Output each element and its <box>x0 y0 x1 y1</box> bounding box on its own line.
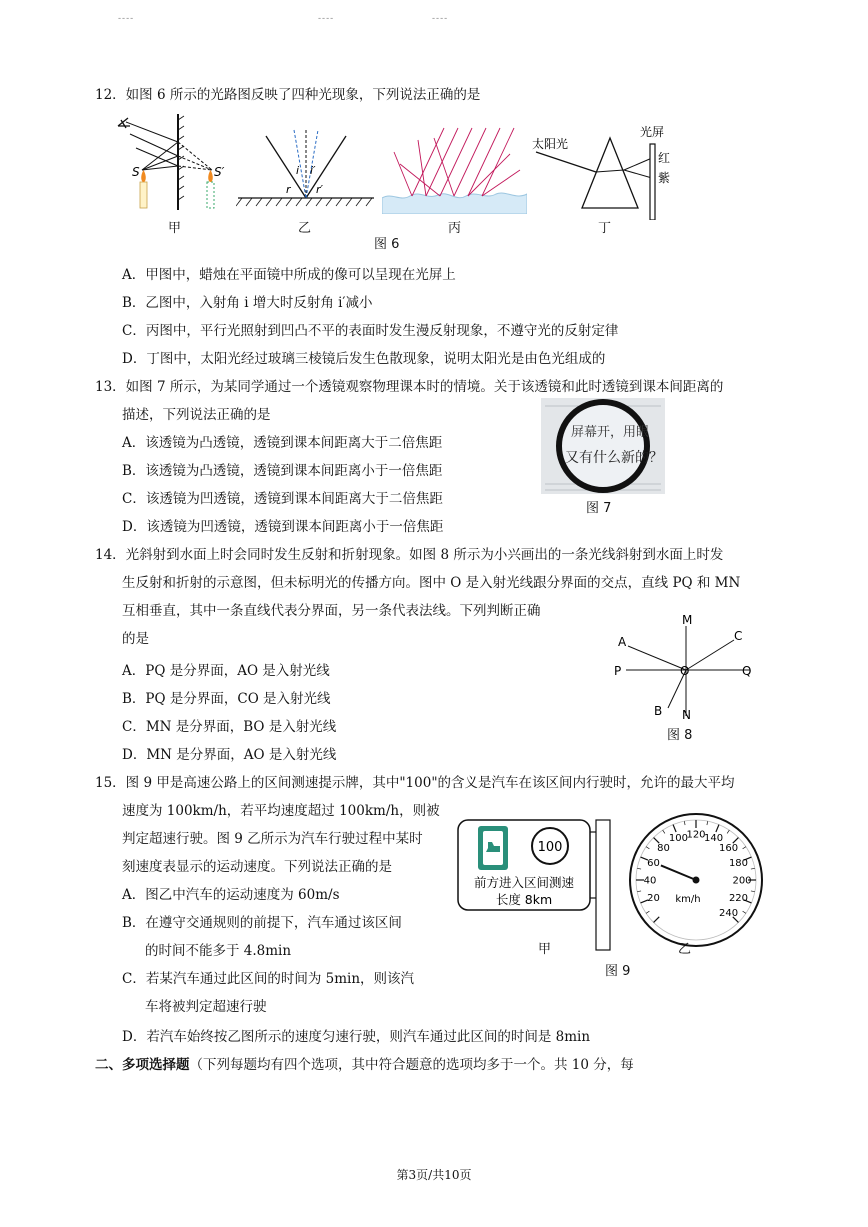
figure-8 <box>610 612 768 722</box>
figure-9-caption: 图 9 <box>605 964 631 979</box>
gauge-tick-label: 40 <box>643 875 657 887</box>
figure-6-ding <box>530 120 680 220</box>
gauge-tick-label: 140 <box>704 833 724 845</box>
figure-6-caption: 图 6 <box>374 237 400 252</box>
gauge-tick-label: 220 <box>728 893 749 905</box>
q15-option-d: D．若汽车始终按乙图所示的速度匀速行驶，则汽车通过此区间的时间是 8min <box>122 1029 591 1045</box>
figure-6-yi <box>236 128 376 218</box>
photo-text-2: 又有什么新的？ <box>565 450 663 466</box>
sign-label-jia: 甲 <box>538 942 552 957</box>
photo-text-1: 屏幕开，用眼 <box>571 425 650 440</box>
label-red: 红 <box>658 151 671 165</box>
q15-option-b: B．在遵守交通规则的前提下，汽车通过该区间 <box>122 915 402 931</box>
q15-stem-line1: 15．图 9 甲是高速公路上的区间测速提示牌，其中"100"的含义是汽车在该区间内行驶时，允许的最大平均 <box>95 775 735 791</box>
header-mark: ---- <box>432 14 449 24</box>
q12-option-d: D．丁图中，太阳光经过玻璃三棱镜后发生色散现象，说明太阳光是由色光组成的 <box>122 351 606 367</box>
q12-option-b: B．乙图中，入射角 i 增大时反射角 i′减小 <box>122 295 373 311</box>
gauge-label-yi: 乙 <box>678 942 692 957</box>
label-p: P <box>614 664 622 678</box>
q14-stem-line3: 互相垂直，其中一条直线代表分界面，另一条代表法线。下列判断正确 <box>122 603 541 619</box>
label-s-prime: S′ <box>214 165 225 179</box>
gauge-tick-label: 200 <box>732 875 752 887</box>
q13-option-a: A．该透镜为凸透镜，透镜到课本间距离大于二倍焦距 <box>122 435 443 451</box>
q14-stem-line4: 的是 <box>122 631 149 647</box>
panel-label-yi: 乙 <box>298 221 312 236</box>
q13-option-d: D．该透镜为凹透镜，透镜到课本间距离小于一倍焦距 <box>122 519 444 535</box>
q12-option-c: C．丙图中，平行光照射到凹凸不平的表面时发生漫反射现象，不遵守光的反射定律 <box>122 323 619 339</box>
gauge-tick-label: 60 <box>647 857 660 869</box>
q13-option-c: C．该透镜为凹透镜，透镜到课本间距离大于二倍焦距 <box>122 491 443 507</box>
label-m: M <box>682 613 693 627</box>
gauge-tick-label: 80 <box>657 842 670 854</box>
q14-stem-line1: 14．光斜射到水面上时会同时发生反射和折射现象。如图 8 所示为小兴画出的一条光线斜射到水面上时发 <box>95 547 724 563</box>
label-c: C <box>734 629 743 643</box>
q15-stem-line2: 速度为 100km/h，若平均速度超过 100km/h，则被 <box>122 803 440 819</box>
label-r-prime: r′ <box>316 183 324 196</box>
figure-9-gauge <box>616 806 778 952</box>
label-a: A <box>618 635 627 649</box>
q12-option-a: A．甲图中，蜡烛在平面镜中所成的像可以呈现在光屏上 <box>122 267 456 283</box>
speed-limit: 100 <box>537 840 563 855</box>
q12-stem: 12．如图 6 所示的光路图反映了四种光现象，下列说法正确的是 <box>95 87 481 103</box>
figure-6-bing <box>382 124 527 214</box>
label-o: O <box>680 664 690 678</box>
figure-9-sign <box>456 812 616 952</box>
label-i: i <box>296 164 300 177</box>
q14-option-b: B．PQ 是分界面，CO 是入射光线 <box>122 691 331 707</box>
gauge-tick-label: 100 <box>668 833 688 845</box>
gauge-tick-label: 180 <box>728 857 749 869</box>
gauge-tick-label: 240 <box>718 908 739 920</box>
q15-stem-line3: 判定超速行驶。图 9 乙所示为汽车行驶过程中某时 <box>122 831 423 847</box>
q15-option-c-cont: 车将被判定超速行驶 <box>145 999 267 1015</box>
q13-stem-line1: 13．如图 7 所示，为某同学通过一个透镜观察物理课本时的情境。关于该透镜和此时透镜到课本间距离的 <box>95 379 724 395</box>
label-screen: 光屏 <box>640 125 665 139</box>
sign-line2: 长度 8km <box>495 892 553 907</box>
gauge-tick-label: 120 <box>686 829 706 841</box>
q15-option-b-cont: 的时间不能多于 4.8min <box>145 943 292 959</box>
gauge-tick-label: 20 <box>647 893 660 905</box>
q14-option-a: A．PQ 是分界面，AO 是入射光线 <box>122 663 330 679</box>
q13-stem-line2: 描述，下列说法正确的是 <box>122 407 271 423</box>
panel-label-bing: 丙 <box>448 221 462 236</box>
figure-7-caption: 图 7 <box>586 501 612 516</box>
section2-text: （下列每题均有四个选项，其中符合题意的选项均多于一个。共 10 分，每 <box>189 1057 634 1073</box>
label-n: N <box>682 708 691 722</box>
gauge-unit: km/h <box>675 894 701 905</box>
section2-title: 二、多项选择题 <box>95 1057 190 1073</box>
figure-8-caption: 图 8 <box>667 728 693 743</box>
label-i-prime: i′ <box>310 164 316 177</box>
q13-option-b: B．该透镜为凸透镜，透镜到课本间距离小于一倍焦距 <box>122 463 443 479</box>
figure-7-photo <box>541 398 665 494</box>
panel-label-ding: 丁 <box>598 221 612 236</box>
label-violet: 紫 <box>658 171 671 185</box>
header-mark: ---- <box>318 14 335 24</box>
label-s: S <box>132 165 140 179</box>
q15-option-a: A．图乙中汽车的运动速度为 60m/s <box>122 887 340 903</box>
page-number: 第3页/共10页 <box>396 1168 472 1182</box>
label-b: B <box>654 704 663 718</box>
label-r: r <box>286 183 291 196</box>
q15-stem-line4: 刻速度表显示的运动速度。下列说法正确的是 <box>122 859 392 875</box>
figure-6-jia <box>112 112 232 227</box>
panel-label-jia: 甲 <box>168 221 182 236</box>
gauge-tick-label: 160 <box>718 842 739 854</box>
label-sunlight: 太阳光 <box>532 137 569 151</box>
q15-option-c: C．若某汽车通过此区间的时间为 5min，则该汽 <box>122 971 415 987</box>
sign-line1: 前方进入区间测速 <box>473 875 575 890</box>
q14-stem-line2: 生反射和折射的示意图，但未标明光的传播方向。图中 O 是入射光线跟分界面的交点，直线 PQ 和 MN <box>122 575 741 591</box>
label-q: Q <box>742 664 752 678</box>
header-mark: ---- <box>118 14 135 24</box>
q14-option-d: D．MN 是分界面，AO 是入射光线 <box>122 747 337 763</box>
q14-option-c: C．MN 是分界面，BO 是入射光线 <box>122 719 337 735</box>
